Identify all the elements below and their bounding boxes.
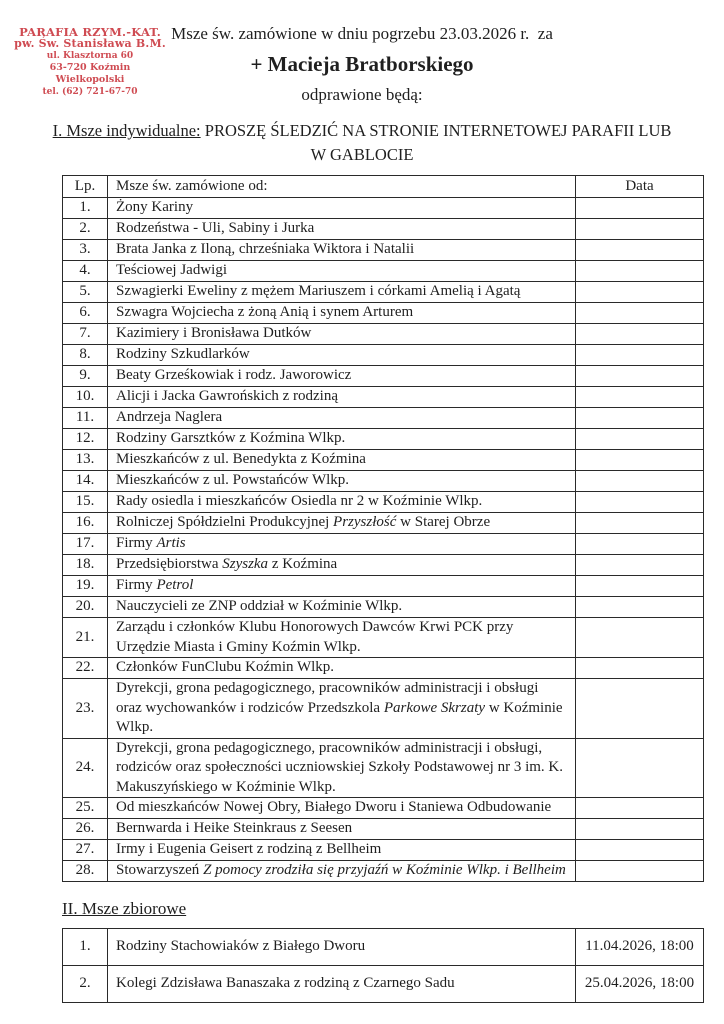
ordered-by-cell <box>108 618 576 658</box>
date-cell <box>576 597 704 618</box>
row-number-cell: 10. <box>63 387 108 408</box>
table-row <box>63 597 704 618</box>
row-number-cell: 5. <box>63 282 108 303</box>
header-outro-line: odprawione będą: <box>301 85 423 104</box>
date-cell <box>576 219 704 240</box>
date-cell <box>576 303 704 324</box>
ordered-by-text: Rolniczej Spółdzielni Produkcyjnej <box>116 514 334 531</box>
date-cell <box>576 738 704 798</box>
ordered-by-cell <box>108 597 576 618</box>
date-cell <box>576 861 704 882</box>
table-row <box>63 576 704 597</box>
date-cell <box>576 198 704 219</box>
column-header-data: Data <box>576 176 704 198</box>
date-cell <box>576 282 704 303</box>
row-number-cell: 12. <box>63 429 108 450</box>
date-cell <box>576 679 704 739</box>
table-row <box>63 450 704 471</box>
ordered-by-text: Szwagra Wojciecha z żoną Anią i synem Arturem <box>116 304 414 321</box>
date-cell <box>576 429 704 450</box>
ordered-by-cell <box>108 555 576 576</box>
ordered-by-text: Mieszkańców z ul. Benedykta z Koźmina <box>116 451 366 468</box>
column-header-lp: Lp. <box>63 176 108 198</box>
row-number-cell: 26. <box>63 819 108 840</box>
ordered-by-cell <box>108 576 576 597</box>
table-row <box>63 555 704 576</box>
date-cell <box>576 819 704 840</box>
ordered-by-text: Beaty Grześkowiak i rodz. Jaworowicz <box>116 367 352 384</box>
ordered-by-text: Przyszłość <box>333 514 397 531</box>
row-number-cell: 1. <box>63 929 108 966</box>
ordered-by-text: Teściowej Jadwigi <box>116 262 228 279</box>
row-number-cell: 28. <box>63 861 108 882</box>
table-row <box>63 966 704 1003</box>
row-number-cell: 8. <box>63 345 108 366</box>
row-number-cell: 27. <box>63 840 108 861</box>
date-cell <box>576 261 704 282</box>
date-cell <box>576 618 704 658</box>
ordered-by-text: Dyrekcji, grona pedagogicznego, pracowników administracji i obsługi oraz wychowanków i rodziców Przedszkola <box>116 680 539 716</box>
ordered-by-cell <box>108 738 576 798</box>
ordered-by-text: Bernwarda i Heike Steinkraus z Seesen <box>116 820 353 837</box>
ordered-by-text: z Koźmina <box>268 556 338 573</box>
table-row <box>63 198 704 219</box>
date-cell <box>576 450 704 471</box>
ordered-by-text: Dyrekcji, grona pedagogicznego, pracowników administracji i obsługi, rodziców oraz społeczności uczniowskiej Szkoły Podstawowej nr 3 im. K. Makuszyńskiego w Koźminie Wlkp. <box>116 739 563 795</box>
stamp-line: ul. Klasztorna 60 <box>46 51 134 61</box>
ordered-by-cell <box>108 966 576 1003</box>
row-number-cell: 20. <box>63 597 108 618</box>
date-cell <box>576 408 704 429</box>
date-cell <box>576 534 704 555</box>
row-number-cell: 18. <box>63 555 108 576</box>
table-row <box>63 303 704 324</box>
ordered-by-text: w Koźminie Wlkp. <box>116 699 563 735</box>
table-row <box>63 679 704 739</box>
row-number-cell: 7. <box>63 324 108 345</box>
ordered-by-cell <box>108 471 576 492</box>
ordered-by-text: Żony Kariny <box>116 199 194 216</box>
ordered-by-text: Członków FunClubu Koźmin Wlkp. <box>116 659 335 676</box>
table-row <box>63 261 704 282</box>
column-header-from: Msze św. zamówione od: <box>108 176 576 198</box>
ordered-by-cell <box>108 929 576 966</box>
date-cell <box>576 513 704 534</box>
table-row <box>63 387 704 408</box>
table-row <box>63 345 704 366</box>
table-row <box>63 324 704 345</box>
table-row <box>63 492 704 513</box>
individual-masses-table <box>62 175 704 882</box>
date-cell <box>576 240 704 261</box>
ordered-by-text: Petrol <box>156 577 194 594</box>
row-number-cell: 2. <box>63 219 108 240</box>
ordered-by-cell <box>108 513 576 534</box>
row-number-cell: 17. <box>63 534 108 555</box>
ordered-by-cell <box>108 658 576 679</box>
date-cell <box>576 345 704 366</box>
ordered-by-cell <box>108 798 576 819</box>
ordered-by-text: Nauczycieli ze ZNP oddział w Koźminie Wlkp. <box>116 598 403 615</box>
ordered-by-cell <box>108 387 576 408</box>
ordered-by-cell <box>108 366 576 387</box>
table-row <box>63 738 704 798</box>
ordered-by-cell <box>108 324 576 345</box>
ordered-by-cell <box>108 303 576 324</box>
table-row <box>63 513 704 534</box>
table-row <box>63 929 704 966</box>
ordered-by-cell <box>108 861 576 882</box>
collective-masses-table <box>62 928 704 1003</box>
table-row <box>63 219 704 240</box>
date-cell <box>576 840 704 861</box>
table-row <box>63 471 704 492</box>
section-collective-title: II. Msze zbiorowe <box>62 899 187 918</box>
table-row <box>63 819 704 840</box>
row-number-cell: 25. <box>63 798 108 819</box>
table-row <box>63 840 704 861</box>
table-row <box>63 534 704 555</box>
table-row <box>63 282 704 303</box>
stamp-line: pw. Św. Stanisława B.M. <box>14 37 166 50</box>
table-header-row <box>63 176 704 198</box>
date-cell <box>576 324 704 345</box>
ordered-by-text: Szyszka <box>222 556 269 573</box>
row-number-cell: 22. <box>63 658 108 679</box>
row-number-cell: 3. <box>63 240 108 261</box>
table-row <box>63 366 704 387</box>
date-cell <box>576 492 704 513</box>
row-number-cell: 4. <box>63 261 108 282</box>
date-cell <box>576 798 704 819</box>
row-number-cell: 14. <box>63 471 108 492</box>
date-cell <box>576 658 704 679</box>
ordered-by-text: Irmy i Eugenia Geisert z rodziną z Bellheim <box>116 841 382 858</box>
parish-stamp <box>14 26 166 98</box>
ordered-by-text: Od mieszkańców Nowej Obry, Białego Dworu i Staniewa Odbudowanie <box>116 799 552 816</box>
stamp-line: PARAFIA RZYM.-KAT. <box>19 25 161 39</box>
date-cell <box>576 471 704 492</box>
ordered-by-text: Firmy <box>116 577 157 594</box>
ordered-by-text: Parkowe Skrzaty <box>383 699 486 716</box>
ordered-by-text: w Starej Obrze <box>396 514 491 531</box>
ordered-by-cell <box>108 679 576 739</box>
row-number-cell: 23. <box>63 679 108 739</box>
ordered-by-text: Rady osiedla i mieszkańców Osiedla nr 2 w Koźminie Wlkp. <box>116 493 483 510</box>
ordered-by-text: Alicji i Jacka Gawrońskich z rodziną <box>116 388 339 405</box>
ordered-by-cell <box>108 429 576 450</box>
ordered-by-cell <box>108 282 576 303</box>
row-number-cell: 13. <box>63 450 108 471</box>
row-number-cell: 9. <box>63 366 108 387</box>
date-cell: 11.04.2026, 18:00 <box>576 929 704 966</box>
section-individual-label: I. Msze indywidualne: <box>52 121 201 140</box>
date-cell <box>576 576 704 597</box>
ordered-by-text: Rodziny Szkudlarków <box>116 346 250 363</box>
ordered-by-text: Artis <box>156 535 186 552</box>
ordered-by-text: Kazimiery i Bronisława Dutków <box>116 325 312 342</box>
ordered-by-cell <box>108 261 576 282</box>
ordered-by-text: Andrzeja Naglera <box>116 409 223 426</box>
date-cell: 25.04.2026, 18:00 <box>576 966 704 1003</box>
ordered-by-cell <box>108 219 576 240</box>
section-individual-title <box>46 119 678 167</box>
ordered-by-cell <box>108 492 576 513</box>
stamp-line: 63-720 Koźmin Wielkopolski <box>49 62 131 85</box>
table-row <box>63 240 704 261</box>
ordered-by-cell <box>108 408 576 429</box>
ordered-by-cell <box>108 819 576 840</box>
ordered-by-cell <box>108 450 576 471</box>
date-cell <box>576 366 704 387</box>
table-row <box>63 618 704 658</box>
ordered-by-cell <box>108 534 576 555</box>
table-row <box>63 408 704 429</box>
table-row <box>63 658 704 679</box>
ordered-by-text: Zarządu i członków Klubu Honorowych Dawców Krwi PCK przy Urzędzie Miasta i Gminy Koźmin Wlkp. <box>116 619 514 655</box>
funeral-intro-line: Msze św. zamówione w dniu pogrzebu 23.03.2026 r. za <box>171 24 553 43</box>
ordered-by-text: Brata Janka z Iloną, chrześniaka Wiktora i Natalii <box>116 241 415 258</box>
ordered-by-text: Rodziny Garsztków z Koźmina Wlkp. <box>116 430 346 447</box>
date-cell <box>576 555 704 576</box>
ordered-by-text: Szwagierki Eweliny z mężem Mariuszem i córkami Amelią i Agatą <box>116 283 521 300</box>
section-individual-note: PROSZĘ ŚLEDZIĆ NA STRONIE INTERNETOWEJ PARAFII LUB W GABLOCIE <box>200 121 672 164</box>
table-row <box>63 429 704 450</box>
row-number-cell: 11. <box>63 408 108 429</box>
ordered-by-text: Z pomocy zrodziła się przyjaźń w Koźminie Wlkp. i Bellheim <box>203 862 566 879</box>
ordered-by-cell <box>108 840 576 861</box>
row-number-cell: 16. <box>63 513 108 534</box>
ordered-by-cell <box>108 240 576 261</box>
row-number-cell: 24. <box>63 738 108 798</box>
ordered-by-text: Stowarzyszeń <box>116 862 204 879</box>
row-number-cell: 15. <box>63 492 108 513</box>
row-number-cell: 21. <box>63 618 108 658</box>
deceased-name: + Macieja Bratborskiego <box>250 52 474 76</box>
ordered-by-text: Firmy <box>116 535 157 552</box>
stamp-line: tel. (62) 721-67-70 <box>42 87 138 97</box>
ordered-by-cell <box>108 345 576 366</box>
table-row <box>63 798 704 819</box>
date-cell <box>576 387 704 408</box>
ordered-by-text: Rodziny Stachowiaków z Białego Dworu <box>116 938 366 955</box>
row-number-cell: 19. <box>63 576 108 597</box>
ordered-by-text: Kolegi Zdzisława Banaszaka z rodziną z Czarnego Sadu <box>116 975 455 992</box>
row-number-cell: 6. <box>63 303 108 324</box>
row-number-cell: 1. <box>63 198 108 219</box>
ordered-by-text: Mieszkańców z ul. Powstańców Wlkp. <box>116 472 350 489</box>
ordered-by-cell <box>108 198 576 219</box>
row-number-cell: 2. <box>63 966 108 1003</box>
table-row <box>63 861 704 882</box>
ordered-by-text: Przedsiębiorstwa <box>116 556 223 573</box>
ordered-by-text: Rodzeństwa - Uli, Sabiny i Jurka <box>116 220 315 237</box>
